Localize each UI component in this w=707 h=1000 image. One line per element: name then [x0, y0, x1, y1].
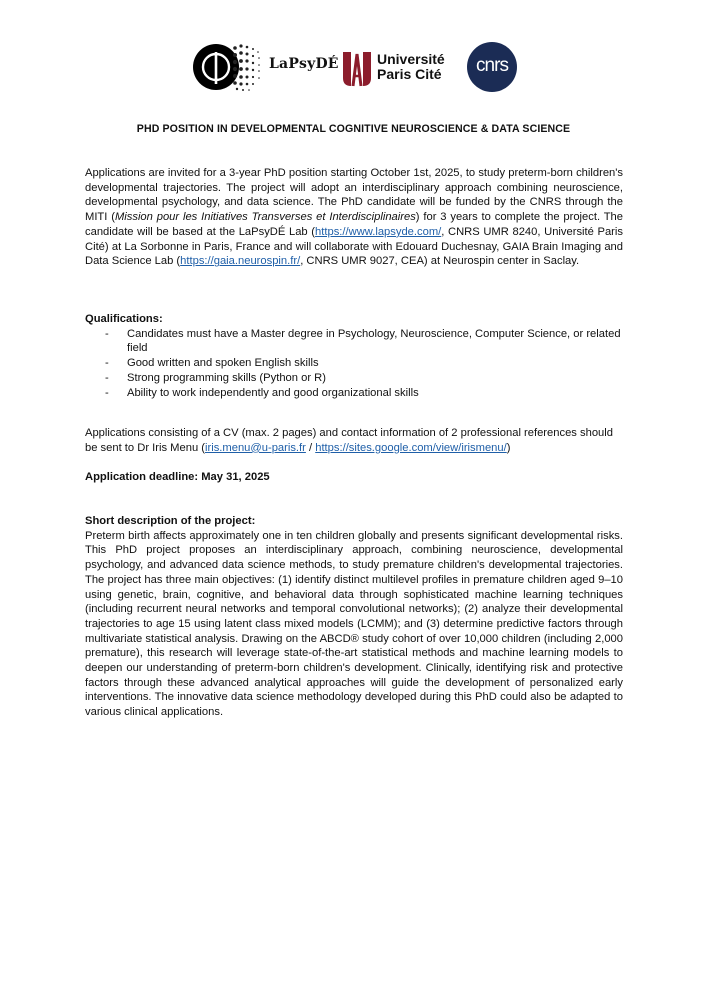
qualification-text: Candidates must have a Master degree in Psychology, Neuroscience, Computer Science, or related field: [127, 327, 621, 355]
intro-text-4: , CNRS UMR 9027, CEA) at Neurospin center in Saclay.: [300, 255, 580, 268]
list-bullet: -: [105, 386, 109, 399]
project-description: Preterm birth affects approximately one in ten children globally and presents significant developmental risks. This PhD project proposes an interdisciplinary approach, combining neuroscience, developmental psychology, and advanced data science methods, to study premature children's developmental trajectories. The project has three main objectives: (1) identify distinct multilevel profiles in premature children aged 9–10 using genetic, brain, cognitive, and behavioral data through sophisticated machine learning techniques (including recurrent neural networks and temporal convolutional networks); (2) analyze their developmental trajectories to age 15 using latent class mixed models (LCMM); and (3) determine predictive factors through multivariate statistical analysis. Drawing on the ABCD® study cohort of over 10,000 children (including 2,000 premature), this research will leverage state-of-the-art statistical methods and machine learning models to deepen our understanding of preterm-born children's development. Clinically, identifying risk and protective factors through these advanced analytical approaches will guide the development of personalized early interventions. The innovative data science methodology developed during this PhD could also be adapted to various clinical applications.: [85, 529, 623, 719]
cnrs-logo: [467, 42, 517, 92]
qualifications-list: [85, 327, 623, 401]
list-bullet: -: [105, 357, 109, 370]
applications-close: ): [506, 441, 511, 454]
email-link[interactable]: iris.menu@u-paris.fr: [205, 441, 306, 454]
lapsyde-wordmark: LaPsyDÉ: [269, 56, 339, 72]
applications-paragraph: [85, 426, 623, 455]
cnrs-wordmark: cnrs: [476, 55, 508, 76]
link-separator: /: [305, 441, 316, 454]
applications-text: Applications consisting of a CV (max. 2 pages) and contact information of 2 professional references should be sent to Dr Iris Menu (: [85, 427, 613, 454]
project-section: [85, 514, 623, 720]
intro-text-2: ) for 3 years to complete the project. The candidate will be based at the LaPsyDÉ Lab (: [85, 211, 624, 238]
universite-line2: Paris Cité: [377, 66, 442, 82]
list-item: [85, 386, 623, 401]
intro-text-1: Applications are invited for a 3-year PhD position starting October 1st, 2025, to study preterm-born children's developmental trajectories. The project will adopt an interdisciplinary approach combining neuroscience, developmental psychology, and data science. The PhD candidate will be funded by the CNRS through the MITI (: [85, 167, 623, 224]
universite-line1: Université: [377, 51, 445, 67]
list-bullet: -: [105, 327, 109, 340]
logo-bar: [193, 42, 523, 92]
gaia-link[interactable]: https://gaia.neurospin.fr/: [180, 255, 301, 268]
application-deadline: Application deadline: May 31, 2025: [85, 471, 270, 483]
list-bullet: -: [105, 371, 109, 384]
qualification-text: Strong programming skills (Python or R): [127, 371, 326, 384]
halftone-dots-icon: [231, 42, 263, 92]
qualifications-heading: Qualifications:: [85, 313, 163, 325]
universite-paris-cite-emblem-icon: [340, 48, 374, 88]
miti-full-name: Mission pour les Initiatives Transverses et Interdisciplinaires: [114, 211, 416, 224]
qualification-text: Ability to work independently and good organizational skills: [127, 386, 419, 399]
list-item: [85, 371, 623, 386]
universite-paris-cite-wordmark: [377, 52, 445, 82]
lapsyde-link[interactable]: https://www.lapsyde.com/: [315, 225, 442, 238]
qualification-text: Good written and spoken English skills: [127, 357, 319, 370]
intro-paragraph: [85, 166, 623, 269]
project-heading: Short description of the project:: [85, 515, 256, 527]
intro-text-3: , CNRS UMR 8240, Université Paris Cité) at La Sorbonne in Paris, France and will collaborate with Edouard Duchesnay, GAIA Brain Imaging and Data Science Lab (: [85, 225, 623, 268]
page-title: PHD POSITION IN DEVELOPMENTAL COGNITIVE NEUROSCIENCE & DATA SCIENCE: [136, 123, 571, 135]
qualifications-section: [85, 312, 623, 400]
website-link[interactable]: https://sites.google.com/view/irismenu/: [315, 441, 507, 454]
list-item: [85, 327, 623, 356]
list-item: [85, 356, 623, 371]
